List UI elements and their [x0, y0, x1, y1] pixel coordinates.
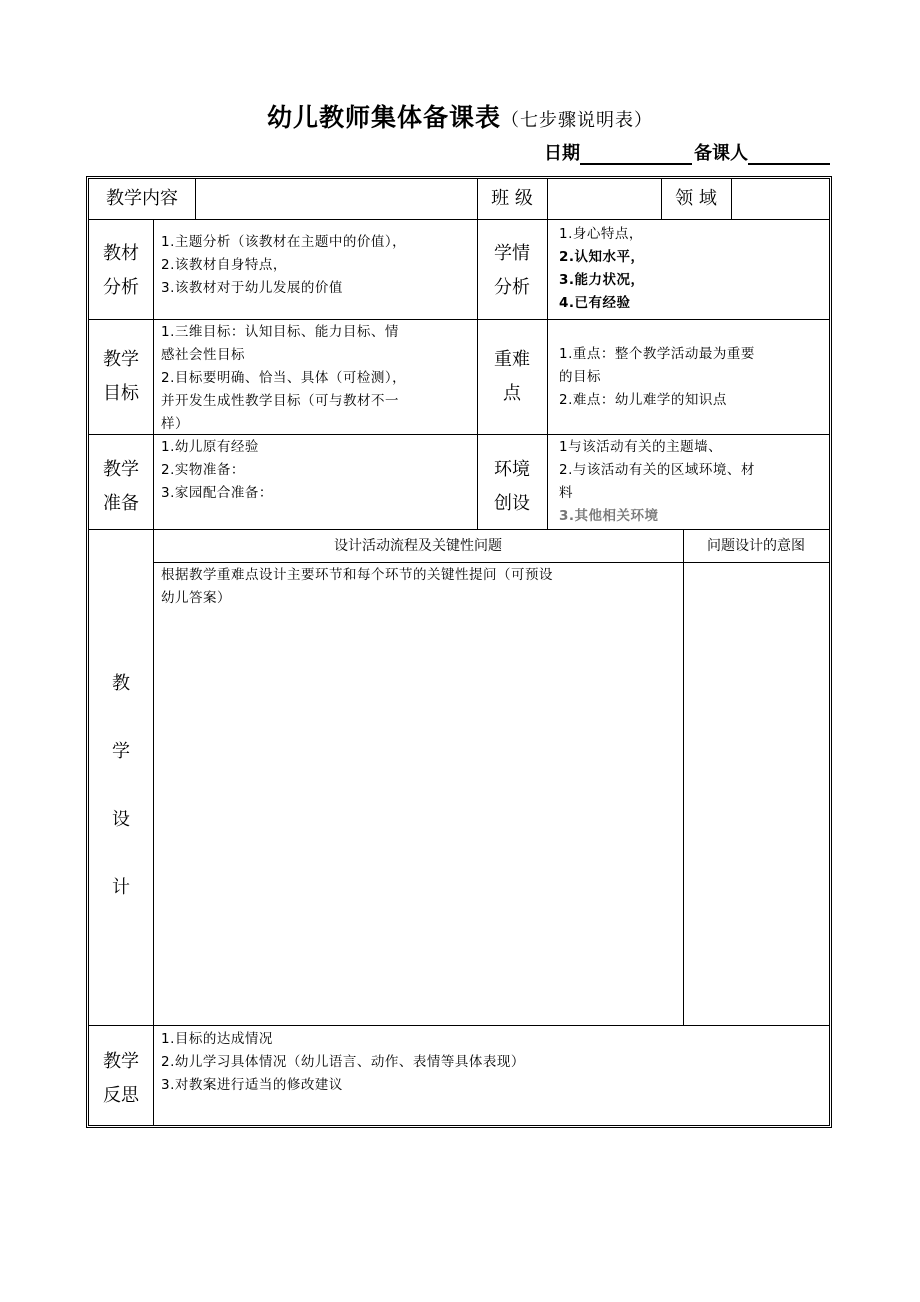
reflection-label: 教学 反思: [103, 1051, 139, 1106]
learner-analysis-text: 1.身心特点， 2.认知水平， 3.能力状况， 4.已有经验: [559, 226, 645, 311]
preparer-label: 备课人: [694, 143, 748, 164]
date-field[interactable]: [580, 143, 692, 165]
page-title: [0, 98, 920, 134]
reflection-text: 1.目标的达成情况 2.幼儿学习具体情况（幼儿语言、动作、表情等具体表现） 3.对教案进行适当的修改建议: [161, 1031, 525, 1093]
flow-field[interactable]: [154, 563, 683, 1025]
material-analysis-label: 教材 分析: [103, 243, 139, 298]
teaching-goal-label: 教学 目标: [103, 349, 139, 404]
class-label: 班 级: [491, 188, 533, 209]
domain-field[interactable]: [732, 179, 829, 219]
environment-label: 环境 创设: [494, 459, 530, 514]
dateline: [544, 139, 832, 165]
date-label: 日期: [544, 143, 580, 164]
content-field[interactable]: [196, 179, 477, 219]
title-sub: （七步骤说明表）: [501, 110, 653, 131]
content-label: 教学内容: [106, 188, 178, 209]
flow-text: 根据教学重难点设计主要环节和每个环节的关键性提问（可预设 幼儿答案）: [161, 567, 553, 606]
title-main: 幼儿教师集体备课表: [266, 103, 501, 132]
teaching-design-label: 教 学 设 计: [112, 673, 130, 898]
teaching-goal-text: 1.三维目标：认知目标、能力目标、情 感社会性目标 2.目标要明确、恰当、具体（可检测）， 并开发生成性教学目标（可与教材不一 样）: [161, 324, 407, 432]
key-difficulty-label: 重难 点: [494, 349, 530, 404]
material-analysis-text: 1.主题分析（该教材在主题中的价值）， 2.该教材自身特点， 3.该教材对于幼儿发展的价值: [161, 234, 407, 296]
environment-text: 1与该活动有关的主题墙、 2.与该活动有关的区域环境、材 料 3.其他相关环境: [559, 439, 755, 524]
intent-field[interactable]: [684, 563, 829, 1025]
key-difficulty-text: 1.重点：整个教学活动最为重要 的目标 2.难点：幼儿难学的知识点: [559, 346, 755, 408]
lesson-plan-table: [86, 176, 832, 1128]
preparer-field[interactable]: [748, 143, 830, 165]
teaching-prep-label: 教学 准备: [103, 459, 139, 514]
domain-label: 领 域: [675, 188, 717, 209]
learner-analysis-label: 学情 分析: [494, 243, 530, 298]
intent-header: 问题设计的意图: [707, 538, 805, 554]
teaching-prep-text: 1.幼儿原有经验 2.实物准备： 3.家园配合准备：: [161, 439, 273, 501]
class-field[interactable]: [548, 179, 661, 219]
flow-header: 设计活动流程及关键性问题: [334, 538, 502, 554]
